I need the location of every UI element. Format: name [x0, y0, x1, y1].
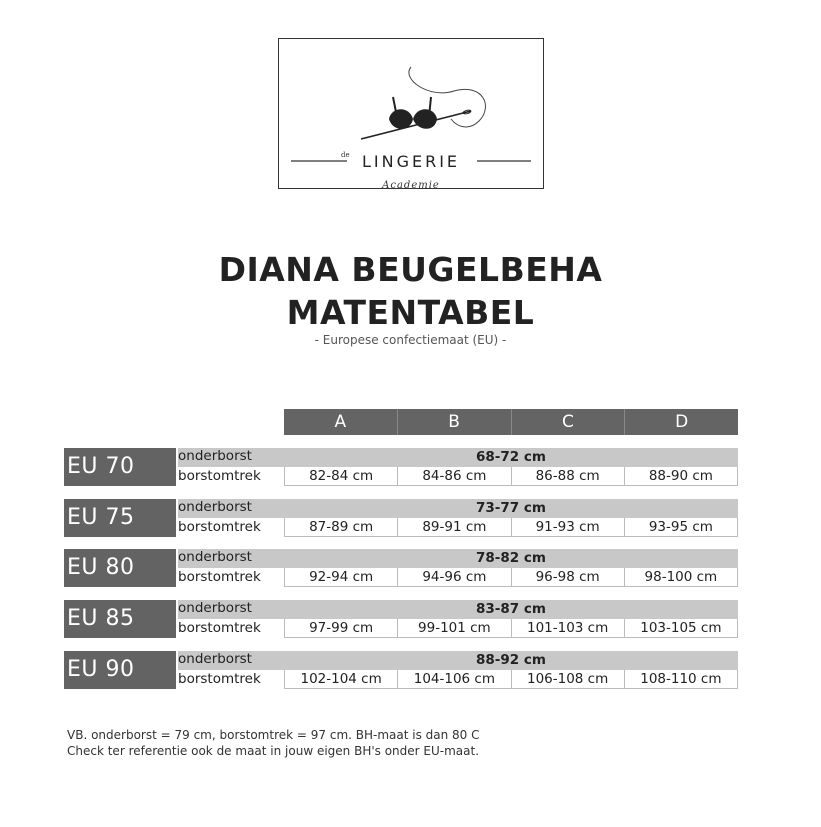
page-subtitle: - Europese confectiemaat (EU) - [314, 333, 507, 347]
bust-value-d: 88-90 cm [624, 467, 738, 486]
bust-label: borstomtrek [178, 619, 284, 638]
under-value: 83-87 cm [284, 600, 738, 619]
size-badge: EU 85 [64, 600, 176, 638]
bust-values [284, 619, 738, 638]
under-label: onderborst [178, 448, 284, 467]
size-row-eu80 [64, 549, 738, 587]
cup-column-header [284, 409, 738, 435]
bust-values [284, 670, 738, 689]
bust-value-d: 93-95 cm [624, 518, 738, 537]
bust-label: borstomtrek [178, 467, 284, 486]
brand-logo [278, 38, 544, 189]
under-value: 68-72 cm [284, 448, 738, 467]
size-badge: EU 80 [64, 549, 176, 587]
page-title-line1: DIANA BEUGELBEHA [218, 250, 603, 289]
bust-value-a: 92-94 cm [284, 568, 397, 587]
size-row-eu90 [64, 651, 738, 689]
under-label: onderborst [178, 600, 284, 619]
bust-label: borstomtrek [178, 568, 284, 587]
cup-label-b: B [398, 409, 512, 435]
bust-values [284, 568, 738, 587]
size-badge: EU 75 [64, 499, 176, 537]
bust-value-c: 106-108 cm [511, 670, 624, 689]
size-row-eu85 [64, 600, 738, 638]
under-label: onderborst [178, 549, 284, 568]
bust-value-b: 89-91 cm [397, 518, 510, 537]
bust-value-d: 108-110 cm [624, 670, 738, 689]
bust-value-a: 102-104 cm [284, 670, 397, 689]
size-badge: EU 90 [64, 651, 176, 689]
bust-value-b: 94-96 cm [397, 568, 510, 587]
bust-values [284, 467, 738, 486]
bust-value-a: 87-89 cm [284, 518, 397, 537]
size-row-eu70 [64, 448, 738, 486]
under-value: 78-82 cm [284, 549, 738, 568]
example-note: VB. onderborst = 79 cm, borstomtrek = 97 cm. BH-maat is dan 80 C [67, 728, 480, 742]
logo-brand: LINGERIE [361, 152, 461, 171]
under-value: 88-92 cm [284, 651, 738, 670]
reference-note: Check ter referentie ook de maat in jouw eigen BH's onder EU-maat. [67, 744, 480, 758]
bust-values [284, 518, 738, 537]
size-row-eu75 [64, 499, 738, 537]
size-badge: EU 70 [64, 448, 176, 486]
bust-value-c: 86-88 cm [511, 467, 624, 486]
under-value: 73-77 cm [284, 499, 738, 518]
cup-label-a: A [284, 409, 398, 435]
bust-value-a: 97-99 cm [284, 619, 397, 638]
cup-label-d: D [675, 412, 689, 432]
bust-label: borstomtrek [178, 518, 284, 537]
bust-value-b: 104-106 cm [397, 670, 510, 689]
under-label: onderborst [178, 499, 284, 518]
under-label: onderborst [178, 651, 284, 670]
page-title-line2: MATENTABEL [286, 293, 535, 332]
bust-value-b: 84-86 cm [397, 467, 510, 486]
bust-value-c: 91-93 cm [511, 518, 624, 537]
logo-sub: Academie [382, 180, 440, 191]
cup-label-c: C [512, 409, 626, 435]
bust-value-c: 101-103 cm [511, 619, 624, 638]
bust-value-a: 82-84 cm [284, 467, 397, 486]
bust-value-c: 96-98 cm [511, 568, 624, 587]
bust-value-d: 103-105 cm [624, 619, 738, 638]
bust-value-b: 99-101 cm [397, 619, 510, 638]
bust-value-d: 98-100 cm [624, 568, 738, 587]
logo-prefix: de [341, 151, 350, 159]
bust-label: borstomtrek [178, 670, 284, 689]
